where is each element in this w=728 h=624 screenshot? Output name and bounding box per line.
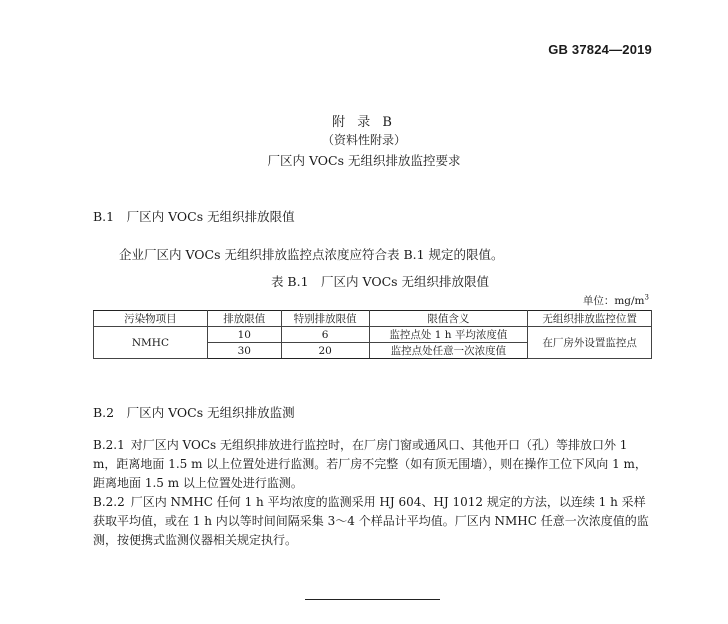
table-header-cell: 特别排放限值	[281, 311, 369, 327]
table-header-cell: 排放限值	[207, 311, 281, 327]
table-caption: 表 B.1 厂区内 VOCs 无组织排放限值	[270, 274, 490, 289]
table-unit	[583, 293, 649, 308]
pollutant-cell: NMHC	[94, 327, 208, 359]
unit-label: 单位：mg/m	[582, 295, 645, 307]
limit-cell: 10	[207, 327, 281, 343]
clause-b21-text: 对厂区内 VOCs 无组织排放进行监控时，在厂房门窗或通风口、其他开口（孔）等排放口外 1 m，距离地面 1.5 m 以上位置处进行监测。若厂房不完整（如有顶无围墙），则在操作工位下风向 1 m，距离地面 1.5 m 以上位置处进行监测。	[93, 438, 647, 490]
limits-table	[93, 310, 652, 359]
table-row	[94, 327, 652, 343]
special-limit-cell: 20	[281, 343, 369, 359]
table-header-cell: 限值含义	[369, 311, 528, 327]
clause-b22-label: B.2.2	[93, 495, 125, 509]
limit-cell: 30	[207, 343, 281, 359]
clause-b22-text: 厂区内 NMHC 任何 1 h 平均浓度的监测采用 HJ 604、HJ 1012 规定的方法，以连续 1 h 采样获取平均值，或在 1 h 内以等时间间隔采集 3～4 个样品计平均值。厂区内 NMHC 任意一次浓度值的监测，按便携式监测仪器相关规定执行。	[93, 495, 649, 547]
end-rule	[305, 599, 440, 600]
clause-b22	[93, 493, 653, 550]
unit-superscript: 3	[644, 293, 649, 302]
clause-b21	[93, 436, 653, 493]
location-cell: 在厂房外设置监控点	[528, 327, 652, 359]
appendix-title: 附 录 B	[332, 115, 396, 130]
special-limit-cell: 6	[281, 327, 369, 343]
standard-number: GB 37824—2019	[548, 42, 652, 57]
clause-b21-label: B.2.1	[93, 438, 125, 452]
meaning-cell: 监控点处任意一次浓度值	[369, 343, 528, 359]
section-b1-heading: B.1 厂区内 VOCs 无组织排放限值	[93, 209, 295, 224]
section-b2-heading: B.2 厂区内 VOCs 无组织排放监测	[93, 405, 295, 420]
appendix-subtitle: 厂区内 VOCs 无组织排放监控要求	[267, 153, 461, 168]
table-header-cell: 污染物项目	[94, 311, 208, 327]
appendix-note: （资料性附录）	[321, 133, 406, 147]
table-header-cell: 无组织排放监控位置	[528, 311, 652, 327]
meaning-cell: 监控点处 1 h 平均浓度值	[369, 327, 528, 343]
section-b1-paragraph: 企业厂区内 VOCs 无组织排放监控点浓度应符合表 B.1 规定的限值。	[119, 247, 504, 262]
table-header-row	[94, 311, 652, 327]
